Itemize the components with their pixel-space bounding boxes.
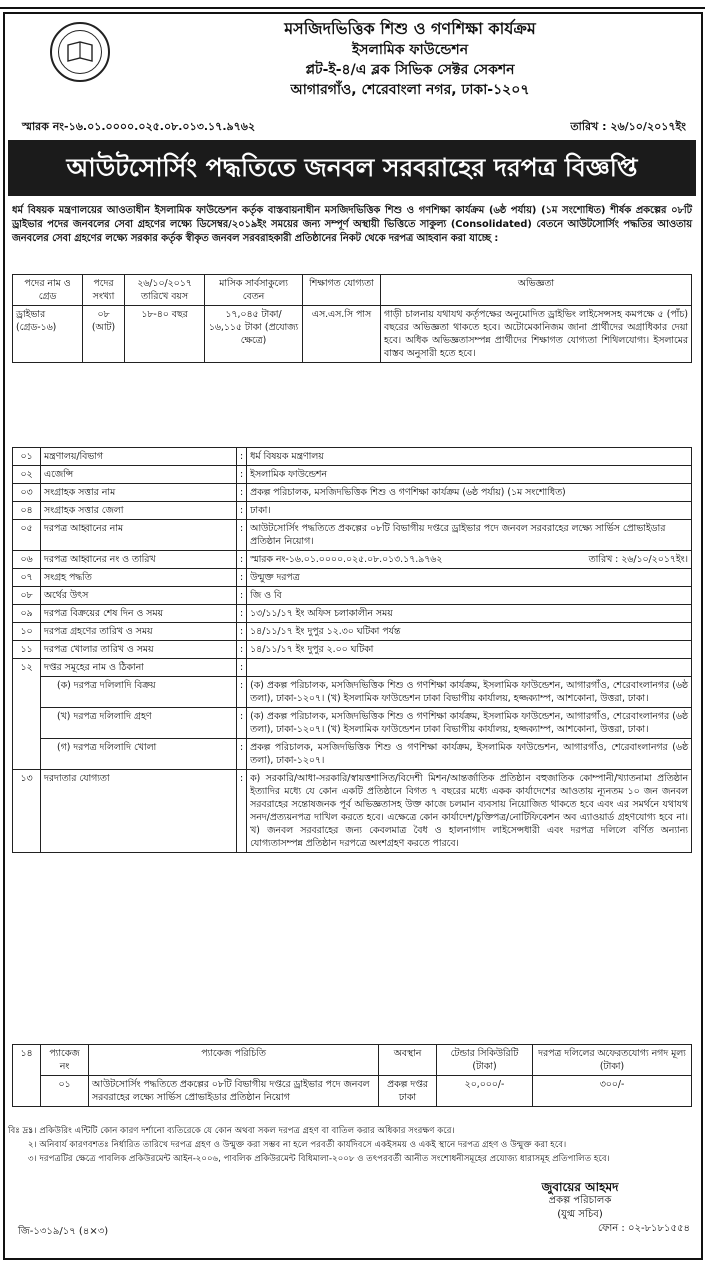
row-value: প্রকল্প পরিচালক, মসজিদভিত্তিক শিশু ও গণশিক্ষা কার্যক্রম (৬ষ্ঠ পর্যায়) (১ম সংশোধিত) [247,484,692,502]
row-value: ১৩/১১/১৭ ইং অফিস চলাকালীন সময় [247,605,692,623]
table-row [13,502,692,520]
colon: : [237,587,247,605]
org-name: ইসলামিক ফাউন্ডেশন [351,42,469,58]
colon: : [237,641,247,659]
row-number: ১০ [13,623,41,641]
col-education: শিক্ষাগত যোগ্যতা [303,275,381,306]
col-package-no: প্যাকেজ নং [41,1045,89,1076]
package-table-header [13,1045,692,1076]
row-label: দরপত্র গ্রহণের তারিখ ও সময় [41,623,237,641]
seal-logo-icon [50,22,110,82]
package-location: প্রকল্প দপ্তর ঢাকা [379,1076,437,1107]
post-table-header [13,275,692,306]
table-row [13,770,692,853]
signatory-name: জুবায়ের আহমদ [541,1180,619,1194]
post-table [12,274,692,363]
row-label: সংগ্রহ পদ্ধতি [41,569,237,587]
post-count: ০৮ (আট) [83,306,125,363]
note-item: ২। অনিবার্য কারণবশতঃ নির্ধারিত তারিখে দরপত্র গ্রহণ ও উন্মুক্ত করা সম্ভব না হলে পরবর্তী কার্যদিবসে একইসময় ও একই স্থানে দরপত্র গ্রহণ ও উন্মুক্ত করা হবে। [28,1140,567,1150]
col-post-count: পদের সংখ্যা [83,275,125,306]
row-number: ০১ [13,448,41,466]
notes-label: বিঃ দ্রঃ [8,1126,33,1136]
memo-number: স্মারক নং-১৬.০১.০০০০.০২৫.০৮.০১৩.১৭.৯৭৬২ [22,120,256,133]
row-number: ১৪ [13,1045,41,1107]
colon: : [237,484,247,502]
office-label: (ক) দরপত্র দলিলাদি বিক্রয় [41,677,237,708]
row-number: ০৩ [13,484,41,502]
row-label: দরপত্র খোলার তারিখ ও সময় [41,641,237,659]
row-number: ০৭ [13,569,41,587]
post-name: ড্রাইভার (গ্রেড-১৬) [13,306,83,363]
row-value: ধর্ম বিষয়ক মন্ত্রণালয় [247,448,692,466]
colon: : [237,569,247,587]
signatory-title: প্রকল্প পরিচালক [548,1195,612,1206]
colon: : [237,739,247,770]
document-price: ৩০০/- [533,1076,692,1107]
table-row [13,677,692,708]
row-value: ঢাকা। [247,502,692,520]
table-row [13,551,692,569]
memo-ref: স্মারক নং-১৬.০১.০০০০.০২৫.০৮.০১৩.১৭.৯৭৬২ [250,554,443,565]
colon: : [237,770,247,853]
office-address: (ক) প্রকল্প পরিচালক, মসজিদভিত্তিক শিশু ও গণশিক্ষা কার্যক্রম, ইসলামিক ফাউন্ডেশন, আগারগাঁও, শেরেবাংলানগর (৬ষ্ঠ তলা), ঢাকা-১২০৭। (খ) ইসলামিক ফাউন্ডেশন ঢাকা বিভাগীয় কার্যালয়, হজ্জক্যাম্প, আশকোনা, উত্তরা, ঢাকা। [247,708,692,739]
top-border [0,0,705,9]
row-label: মন্ত্রণালয়/বিভাগ [41,448,237,466]
colon: : [237,605,247,623]
row-number: ০৪ [13,502,41,520]
package-no: ০১ [41,1076,89,1107]
memo-ref-date: তারিখ : ২৬/১০/২০১৭ইং। [588,554,688,565]
table-row [13,641,692,659]
table-row [13,605,692,623]
row-value: আউটসোর্সিং পদ্ধতিতে প্রকল্পের ০৮টি বিভাগীয় দপ্তরে ড্রাইভার পদে জনবল সরবরাহের লক্ষ্যে সার্ভিস প্রোভাইডার প্রতিষ্ঠান নিয়োগ। [247,520,692,551]
post-education: এস.এস.সি পাস [303,306,381,363]
note-item: ১। প্রকিউরিং এন্টিটি কোন কারণ দর্শানো ব্যতিরেকে যে কোন অথবা সকল দরপত্র গ্রহণ বা বাতিল করার অধিকার সংরক্ষণ করে। [28,1126,455,1136]
org-address-line1: প্লট-ই-৪/এ ব্লক সিভিক সেক্টর সেকশন [305,62,515,78]
row-label: দপ্তর সমূহের নাম ও ঠিকানা [41,659,237,677]
org-program-name: মসজিদভিত্তিক শিশু ও গণশিক্ষা কার্যক্রম [284,19,536,38]
colon: : [237,551,247,569]
memo-row [14,118,690,136]
col-age: ২৬/১০/২০১৭ তারিখে বয়স [125,275,205,306]
row-value: ১৪/১১/১৭ ইং দুপুর ২.০০ ঘটিকা [247,641,692,659]
row-label: দরপত্র বিক্রয়ের শেষ দিন ও সময় [41,605,237,623]
colon: : [237,659,247,677]
row-value: জি ও বি [247,587,692,605]
table-row [13,659,692,677]
row-number: ০২ [13,466,41,484]
table-row [13,306,692,363]
post-age: ১৮-৪০ বছর [125,306,205,363]
row-label: দরপত্র আহ্বানের নং ও তারিখ [41,551,237,569]
col-package-desc: প্যাকেজ পরিচিতি [89,1045,379,1076]
eligibility-text: ক) সরকারি/আধা-সরকারি/স্বায়ত্তশাসিত/বিদেশী মিশন/আন্তর্জাতিক প্রতিষ্ঠান বহুজাতিক কোম্পানী/খ্যাতনামা প্রতিষ্ঠান ইত্যাদির মধ্যে যে কোন একটি প্রতিষ্ঠানে বিগত ৭ বছরের মধ্যে একক কার্যাদেশের আওতায় ন্যূনতম ১০ জন জনবল সরবরাহের সন্তোষজনক পূর্ব অভিজ্ঞতাসহ উক্ত কাজে চলমান ব্যবসায় নিয়োজিত থাকতে হবে এবং এর সমর্থনে যথাযথ সনদ/প্রত্যয়নপত্র দাখিল করতে হবে। এক্ষেত্রে কোন কার্যাদেশ/চুক্তিপত্র/নোটিফিকেশন অব এ্যাওয়ার্ড গ্রহণযোগ্য হবে না। খ) জনবল সরবরাহের জন্য কেবলমাত্র বৈধ ও হালনাগাদ লাইসেন্সধারী এবং দরপত্র দলিলে বর্ণিত অন্যান্য যোগ্যতাসম্পন্ন প্রতিষ্ঠান দরপত্রে অংশগ্রহণ করতে পারবে। [247,770,692,853]
row-value [247,551,692,569]
row-label: সংগ্রাহক সত্তার নাম [41,484,237,502]
col-post-name: পদের নাম ও গ্রেড [13,275,83,306]
table-row [13,520,692,551]
row-number: ০৫ [13,520,41,551]
table-row [13,1076,692,1107]
colon: : [237,520,247,551]
row-label: অর্থের উৎস [41,587,237,605]
row-number: ১১ [13,641,41,659]
tender-security: ২০,০০০/- [437,1076,533,1107]
col-document-price: দরপত্র দলিলের অফেরতযোগ্য নগদ মূল্য (টাকা) [533,1045,692,1076]
office-label: (গ) দরপত্র দলিলাদি খোলা [41,739,237,770]
table-row [13,448,692,466]
row-number: ১২ [13,659,41,770]
book-icon [65,37,95,67]
colon: : [237,502,247,520]
row-label: দরদাতার যোগ্যতা [41,770,237,853]
table-row [13,484,692,502]
package-desc: আউটসোর্সিং পদ্ধতিতে প্রকল্পের ০৮টি বিভাগীয় দপ্তরে ড্রাইভার পদে জনবল সরবরাহের লক্ষ্যে সার্ভিস প্রোভাইডার প্রতিষ্ঠান নিয়োগ [89,1076,379,1107]
memo-date: তারিখ : ২৬/১০/২০১৭ইং [570,120,686,133]
table-row [13,569,692,587]
notice-title-banner: আউটসোর্সিং পদ্ধতিতে জনবল সরবরাহের দরপত্র বিজ্ঞপ্তি [8,140,696,196]
office-address: (ক) প্রকল্প পরিচালক, মসজিদভিত্তিক শিশু ও গণশিক্ষা কার্যক্রম, ইসলামিক ফাউন্ডেশন, আগারগাঁও, শেরেবাংলানগর (৬ষ্ঠ তলা), ঢাকা-১২০৭। (খ) ইসলামিক ফাউন্ডেশন ঢাকা বিভাগীয় কার্যালয়, হজ্জক্যাম্প, আশকোনা, উত্তরা, ঢাকা। [247,677,692,708]
row-value: ১৪/১১/১৭ ইং দুপুর ১২.৩০ ঘটিকা পর্যন্ত [247,623,692,641]
colon: : [237,623,247,641]
row-value [247,659,692,677]
post-experience: গাড়ী চালনায় যথাযথ কর্তৃপক্ষের অনুমোদিত ড্রাইভিং লাইসেন্সসহ কমপক্ষে ৫ (পাঁচ) বছরের অভিজ্ঞতা থাকতে হবে। অটোমেকানিজম জানা প্রার্থীদের অগ্রাধিকার দেয়া হবে। অধিক অভিজ্ঞতাসম্পন্ন প্রার্থীদের শিক্ষাগত যোগ্যতা শিথিলযোগ্য। ইসলামের বাস্তব অনুসারী হতে হবে। [381,306,692,363]
tender-info-table [12,447,692,853]
package-table [12,1044,692,1107]
table-row [13,466,692,484]
col-salary: মাসিক সার্বসাকুল্যে বেতন [205,275,303,306]
signature-block [470,1180,690,1236]
org-address-line2: আগারগাঁও, শেরেবাংলা নগর, ঢাকা-১২০৭ [290,82,530,98]
row-number: ০৬ [13,551,41,569]
row-number: ০৯ [13,605,41,623]
note-item: ৩। দরপত্রটির ক্ষেত্রে পাবলিক প্রকিউরমেন্ট আইন-২০০৬, পাবলিক প্রকিউরমেন্ট বিধিমালা-২০০৮ ও তৎপরবর্তী আনীত সংশোধনীসমূহের প্রযোজ্য ধারাসমূহ প্রতিপালিত হবে। [28,1154,610,1164]
notes [8,1124,698,1166]
signatory-rank: (যুগ্ম সচিব) [557,1209,603,1220]
row-number: ১৩ [13,770,41,853]
office-address: প্রকল্প পরিচালক, মসজিদভিত্তিক শিশু ও গণশিক্ষা কার্যক্রম, ইসলামিক ফাউন্ডেশন, আগারগাঁও, শেরেবাংলানগর (৬ষ্ঠ তলা), ঢাকা-১২০৭। [247,739,692,770]
colon: : [237,677,247,708]
header [10,16,690,111]
signatory-phone: ফোন : ০২-৮১৮১৫৫৪ [598,1223,690,1234]
col-location: অবস্থান [379,1045,437,1076]
colon: : [237,708,247,739]
table-row [13,587,692,605]
col-experience: অভিজ্ঞতা [381,275,692,306]
row-label: এজেন্সি [41,466,237,484]
table-row [13,623,692,641]
table-row [13,708,692,739]
organization-address [130,18,690,100]
row-value: ইসলামিক ফাউন্ডেশন [247,466,692,484]
row-number: ০৮ [13,587,41,605]
row-value: উন্মুক্ত দরপত্র [247,569,692,587]
row-label: সংগ্রাহক সত্তার জেলা [41,502,237,520]
intro-paragraph: ধর্ম বিষয়ক মন্ত্রণালয়ের আওতাধীন ইসলামিক ফাউন্ডেশন কর্তৃক বাস্তবায়নাধীন মসজিদভিত্তিক শিশু ও গণশিক্ষা কার্যক্রম (৬ষ্ঠ পর্যায়) (১ম সংশোধিত) শীর্ষক প্রকল্পের ০৮টি ড্রাইভার পদের জনবলের সেবা গ্রহণের লক্ষ্যে ডিসেম্বর/২০১৯ইং সময়ের জন্য সম্পূর্ণ অস্থায়ী ভিত্তিতে সাকুল্য (Consolidated) বেতনে আউটসোর্সিং পদ্ধতির আওতায় জনবলের সেবা গ্রহণের লক্ষ্যে সরকার কর্তৃক স্বীকৃত জনবল সরবরাহকারী প্রতিষ্ঠানের নিকট থেকে দরপত্র আহবান করা যাচ্ছে : [12,205,692,244]
office-label: (খ) দরপত্র দলিলাদি গ্রহণ [41,708,237,739]
post-salary: ১৭,০৪৫ টাকা/ ১৬,১১৫ টাকা (প্রযোজ্য ক্ষেত্রে) [205,306,303,363]
ad-reference-code: জি-১৩১৯/১৭ (৪×৩) [18,1226,109,1237]
table-row [13,739,692,770]
colon: : [237,466,247,484]
col-tender-security: টেন্ডার সিকিউরিটি (টাকা) [437,1045,533,1076]
row-label: দরপত্র আহ্বানের নাম [41,520,237,551]
colon: : [237,448,247,466]
